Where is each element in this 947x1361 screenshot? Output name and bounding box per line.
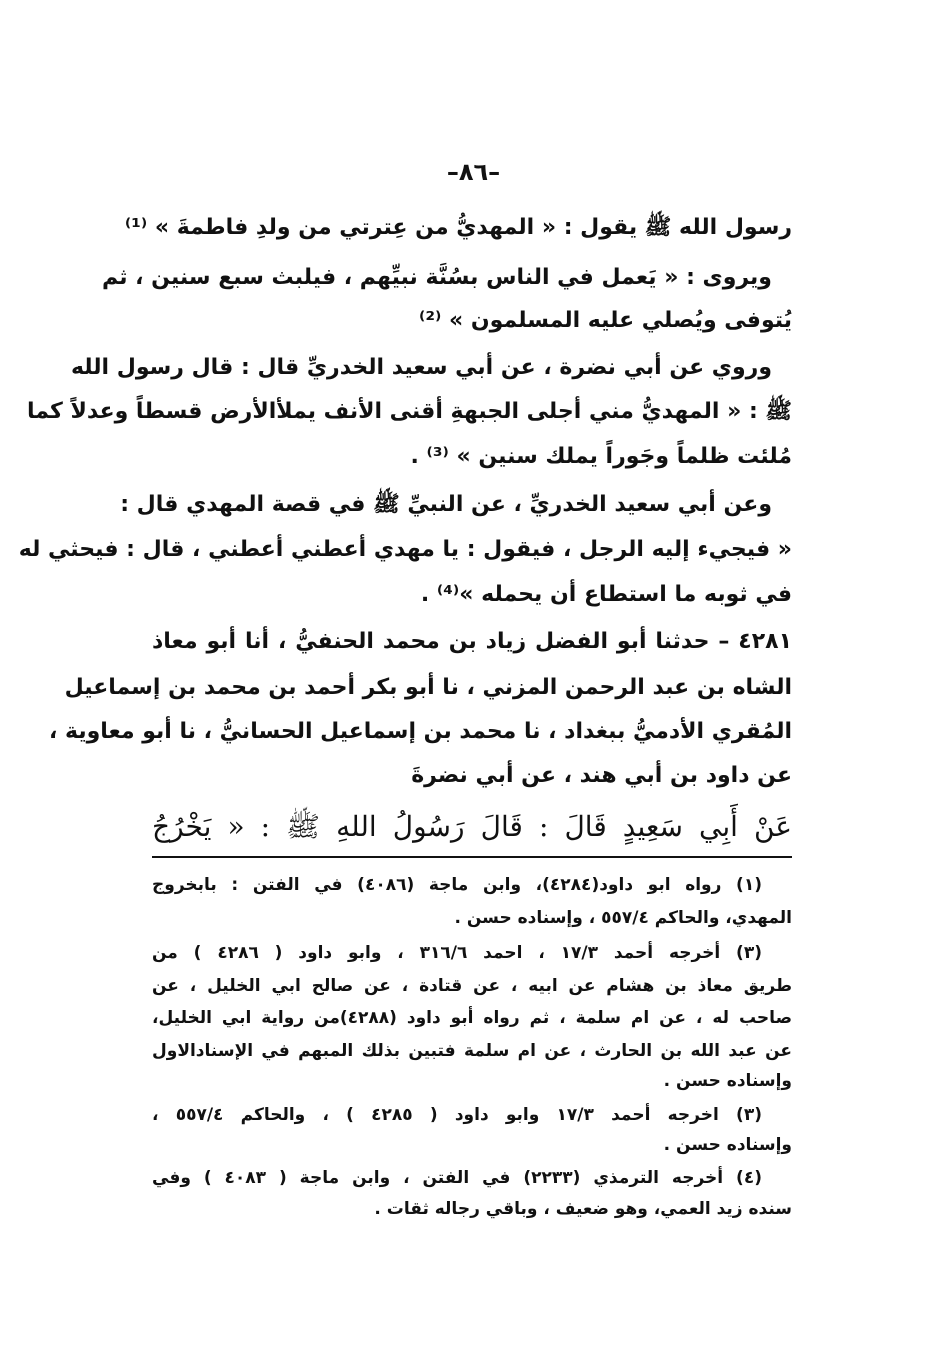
body-line-5: ﷺ : « المهديُّ مني أجلى الجبهةِ أقنى الأنف يملأالأرض قسطاً وعدلاً كما	[27, 399, 792, 424]
body-line-4: وروي عن أبي نضرة ، عن أبي سعيد الخدريِّ قال : قال رسول الله	[70, 355, 772, 380]
footnote-line-9: وإسناده حسن .	[663, 1135, 792, 1155]
body-line-7: وعن أبي سعيد الخدريِّ ، عن النبيِّ ﷺ في قصة المهدي قال :	[120, 492, 772, 517]
body-line-1: رسول الله ﷺ يقول : « المهديُّ من عِترتي من ولدِ فاطمةَ » ⁽¹⁾	[124, 215, 792, 240]
body-line-6: مُلئت ظلماً وجَوراً يملك سنين » ⁽³⁾ .	[410, 444, 792, 469]
footnote-line-2: المهدي، والحاكم ٥٥٧/٤ ، وإسناده حسن .	[454, 908, 792, 928]
footnote-line-4: طريق معاذ بن هشام عن ابيه ، عن قتادة ، عن صالح ابي الخليل ، عن	[152, 976, 792, 996]
footnote-divider	[152, 856, 792, 858]
body-line-11: الشاه بن عبد الرحمن المزني ، نا أبو بكر أحمد بن محمد بن إسماعيل	[64, 675, 792, 700]
body-line-9: في ثوبه ما استطاع أن يحمله »⁽⁴⁾ .	[420, 582, 792, 607]
footnote-line-8: (٣) اخرجه أحمد ١٧/٣ وابو داود ( ٤٢٨٥ ) ، والحاكم ٥٥٧/٤ ،	[152, 1105, 762, 1125]
body-line-2: ويروى : « يَعمل في الناس بسُنَّة نبيِّهم ، فيلبث سبع سنين ، ثم	[101, 265, 772, 290]
footnote-line-11: سنده زيد العمي، وهو ضعيف ، وباقي رجاله ثقات .	[374, 1199, 792, 1219]
footnote-line-5: صاحب له ، عن ام سلمة ، ثم رواه أبو داود (٤٢٨٨)من رواية ابي الخليل،	[152, 1008, 792, 1028]
footnote-line-10: (٤) أخرجه الترمذي (٢٢٣٣) في الفتن ، وابن ماجة ( ٤٠٨٣ ) وفي	[152, 1168, 762, 1188]
body-line-13: عن داود بن أبي هند ، عن أبي نضرةَ	[411, 763, 792, 788]
body-line-12: المُقري الأدميُّ ببغداد ، نا محمد بن إسماعيل الحسانيُّ ، نا أبو معاوية ،	[48, 719, 792, 744]
hadith-line: عَنْ أَبِي سَعِيدٍ قَالَ : قَالَ رَسُولُ اللهِ ﷺ : « يَخْرُجُ	[152, 810, 792, 843]
footnote-line-7: وإسناده حسن .	[663, 1071, 792, 1091]
body-line-10: ٤٢٨١ – حدثنا أبو الفضل زياد بن محمد الحنفيُّ ، أنا أبو معاذ	[152, 629, 792, 654]
body-line-3: يُتوفى ويُصلي عليه المسلمون » ⁽²⁾	[419, 308, 792, 333]
footnote-line-1: (١) رواه ابو داود(٤٢٨٤)، وابن ماجة (٤٠٨٦) في الفتن : بابخروج	[152, 875, 762, 895]
footnote-line-6: عن عبد الله بن الحارث ، عن ام سلمة فتبين بذلك المبهم في الإسنادالاول	[152, 1041, 792, 1061]
body-line-8: « فيجيء إليه الرجل ، فيقول : يا مهدي أعطني أعطني ، قال : فيحثي له	[18, 537, 792, 562]
page-number: –٨٦–	[446, 158, 501, 186]
footnote-line-3: (٣) أخرجه أحمد ١٧/٣ ، احمد ٣١٦/٦ ، وابو داود ( ٤٢٨٦ ) من	[152, 943, 762, 963]
